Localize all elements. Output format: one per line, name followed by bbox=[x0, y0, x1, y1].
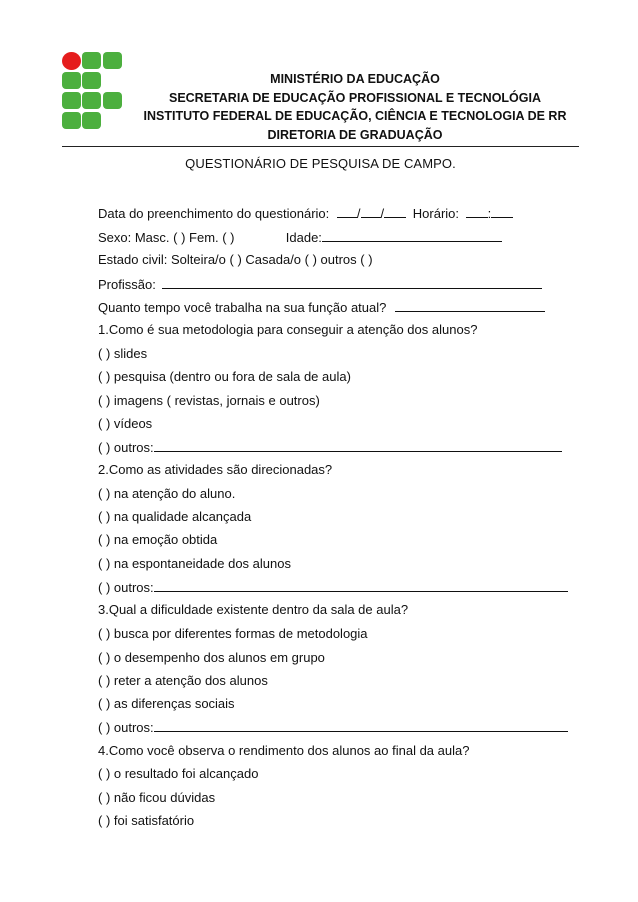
q4-option-satisfactory[interactable]: ( ) foi satisfatório bbox=[98, 813, 195, 828]
q4-option-no-doubts[interactable]: ( ) não ficou dúvidas bbox=[98, 790, 216, 805]
q1-others-blank[interactable] bbox=[154, 439, 562, 452]
q3-others-label: ( ) outros: bbox=[98, 720, 154, 735]
q1-option-others[interactable] bbox=[98, 439, 562, 456]
q2-option-student-attention[interactable]: ( ) na atenção do aluno. bbox=[98, 486, 236, 501]
date-separator: / bbox=[380, 206, 385, 221]
logo-square bbox=[82, 72, 101, 89]
time-hour-blank[interactable] bbox=[466, 205, 488, 218]
age-blank[interactable] bbox=[322, 229, 502, 242]
question-1: 1.Como é sua metodologia para conseguir a atenção dos alunos? bbox=[98, 322, 478, 337]
q1-others-label: ( ) outros: bbox=[98, 440, 154, 455]
civil-status-field: Estado civil: Solteira/o ( ) Casada/o ( ) outros ( ) bbox=[98, 252, 373, 267]
age-label: Idade: bbox=[285, 230, 322, 245]
q2-option-quality[interactable]: ( ) na qualidade alcançada bbox=[98, 509, 252, 524]
sex-label: Sexo: Masc. ( ) Fem. ( ) bbox=[98, 230, 235, 245]
header-secretariat: SECRETARIA DE EDUCAÇÃO PROFISSIONAL E TECNOLÓGIA bbox=[168, 90, 541, 105]
tenure-field bbox=[98, 299, 545, 316]
logo-square bbox=[62, 92, 81, 109]
profession-field bbox=[98, 276, 542, 293]
logo-red-circle bbox=[62, 52, 81, 70]
profession-blank[interactable] bbox=[162, 276, 542, 289]
q2-option-emotion[interactable]: ( ) na emoção obtida bbox=[98, 532, 218, 547]
q3-option-group-performance[interactable]: ( ) o desempenho dos alunos em grupo bbox=[98, 650, 325, 665]
logo-square bbox=[103, 52, 122, 69]
time-label: Horário: bbox=[412, 206, 460, 221]
question-3: 3.Qual a dificuldade existente dentro da sala de aula? bbox=[98, 602, 409, 617]
q3-option-social-differences[interactable]: ( ) as diferenças sociais bbox=[98, 696, 235, 711]
time-separator: : bbox=[487, 206, 492, 221]
tenure-label: Quanto tempo você trabalha na sua função atual? bbox=[98, 300, 387, 315]
logo-square bbox=[62, 72, 81, 89]
time-minute-blank[interactable] bbox=[491, 205, 513, 218]
q2-others-label: ( ) outros: bbox=[98, 580, 154, 595]
q2-option-others[interactable] bbox=[98, 579, 568, 596]
q4-option-result-achieved[interactable]: ( ) o resultado foi alcançado bbox=[98, 766, 259, 781]
date-separator: / bbox=[356, 206, 361, 221]
document-header bbox=[120, 70, 590, 144]
form-title: QUESTIONÁRIO DE PESQUISA DE CAMPO. bbox=[185, 156, 456, 171]
q1-option-videos[interactable]: ( ) vídeos bbox=[98, 416, 153, 431]
q3-option-retain-attention[interactable]: ( ) reter a atenção dos alunos bbox=[98, 673, 268, 688]
institution-logo bbox=[58, 52, 124, 132]
q1-option-images[interactable]: ( ) imagens ( revistas, jornais e outros) bbox=[98, 393, 320, 408]
q2-others-blank[interactable] bbox=[154, 579, 568, 592]
q3-option-others[interactable] bbox=[98, 719, 568, 736]
date-year-blank[interactable] bbox=[384, 205, 406, 218]
date-label: Data do preenchimento do questionário: bbox=[98, 206, 330, 221]
q3-option-methodology[interactable]: ( ) busca por diferentes formas de metodologia bbox=[98, 626, 368, 641]
logo-square bbox=[82, 112, 101, 129]
logo-square bbox=[62, 112, 81, 129]
header-directorate: DIRETORIA DE GRADUAÇÃO bbox=[267, 127, 443, 142]
q2-option-spontaneity[interactable]: ( ) na espontaneidade dos alunos bbox=[98, 556, 291, 571]
tenure-blank[interactable] bbox=[395, 299, 545, 312]
header-institute: INSTITUTO FEDERAL DE EDUCAÇÃO, CIÊNCIA E TECNOLOGIA DE RR bbox=[143, 109, 567, 123]
header-divider bbox=[62, 146, 579, 147]
q1-option-slides[interactable]: ( ) slides bbox=[98, 346, 148, 361]
date-month-blank[interactable] bbox=[361, 205, 381, 218]
date-day-blank[interactable] bbox=[337, 205, 357, 218]
question-2: 2.Como as atividades são direcionadas? bbox=[98, 462, 333, 477]
profession-label: Profissão: bbox=[98, 277, 156, 292]
logo-square bbox=[82, 92, 101, 109]
logo-square bbox=[82, 52, 101, 69]
q1-option-research[interactable]: ( ) pesquisa (dentro ou fora de sala de aula) bbox=[98, 369, 351, 384]
sex-age-field bbox=[98, 229, 502, 246]
date-time-field bbox=[98, 205, 513, 222]
q3-others-blank[interactable] bbox=[154, 719, 568, 732]
question-4: 4.Como você observa o rendimento dos alunos ao final da aula? bbox=[98, 743, 470, 758]
header-ministry: MINISTÉRIO DA EDUCAÇÃO bbox=[270, 72, 440, 86]
